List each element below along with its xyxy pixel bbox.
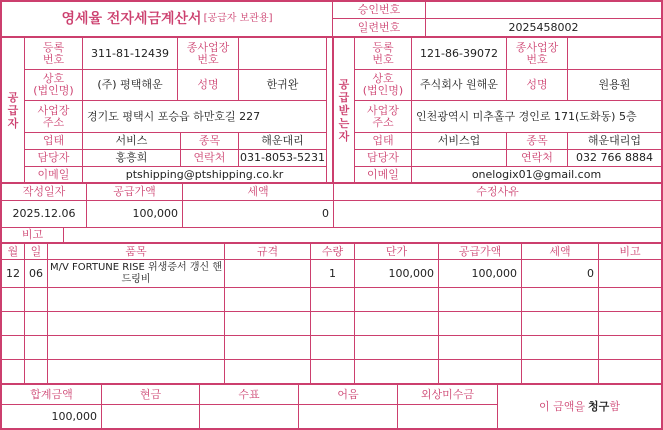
footer-check-amount (200, 405, 298, 428)
summary-reason-header: 수정사유 (476, 185, 519, 198)
buyer-side-label (334, 38, 354, 182)
items-qty-header: 수량 (321, 244, 344, 258)
buyer-contact (412, 150, 506, 166)
buyer-ceo-label: 성명 (526, 78, 548, 91)
buyer-reg-label (355, 38, 411, 69)
supplier-address: 경기도 평택시 포승읍 하만호길 227 (87, 109, 261, 123)
claim-suffix: 함 (609, 399, 620, 413)
remark-label: 비고 (21, 228, 44, 241)
approval-label: 승인번호 (357, 2, 401, 16)
supplier-reg-no: 311-81-12439 (91, 46, 169, 60)
remark-value (64, 228, 661, 242)
supplier-branch-no (239, 38, 326, 69)
buyer-email-label: 이메일 (367, 167, 399, 181)
footer-credit-header: 외상미수금 (420, 387, 475, 401)
item-spec (225, 260, 310, 287)
summary-date-header: 작성일자 (22, 185, 66, 198)
items-note-header: 비고 (619, 244, 641, 258)
label-line: 번호 (372, 52, 394, 66)
label-line: 사업장 (367, 103, 399, 117)
buyer-phone: 032 766 8884 (576, 151, 653, 164)
summary-supply-amount: 100,000 (132, 207, 178, 220)
items-month-header: 월 (7, 244, 19, 258)
title-sub: [공급자 보관용] (203, 13, 273, 24)
label-line: 주소 (42, 115, 65, 129)
supplier-name: (주) 평택해운 (97, 78, 163, 91)
supplier-phone: 031-8053-5231 (240, 151, 325, 164)
label-line: 등록 (372, 40, 394, 54)
items-supply-header: 공급가액 (458, 244, 502, 258)
buyer-name-label (355, 70, 411, 100)
summary-supply-header: 공급가액 (113, 185, 156, 198)
issue-date: 2025.12.06 (12, 207, 76, 220)
item-note (599, 260, 661, 287)
buyer-side-char: 는 (338, 116, 350, 130)
buyer-email[interactable]: onelogix01@gmail.com (471, 167, 602, 181)
items-name-header: 품목 (125, 244, 147, 258)
supplier-addr-label (25, 101, 82, 132)
supplier-item-label: 종목 (198, 134, 221, 147)
buyer-address: 인천광역시 미추홀구 경인로 171(도화동) 5층 (416, 109, 637, 123)
label-line: 상호 (372, 72, 394, 85)
serial-label: 일련번호 (357, 20, 401, 34)
buyer-branch-label (507, 38, 567, 69)
footer-total-amount: 100,000 (51, 409, 97, 423)
footer-cash-header: 현금 (139, 387, 162, 401)
supplier-reg-label (25, 38, 82, 69)
supplier-item: 해운대리 (261, 134, 304, 147)
item-day: 06 (29, 266, 43, 280)
label-line: 번호 (526, 52, 548, 66)
document-title (2, 2, 332, 36)
items-day-header: 일 (30, 244, 42, 258)
supplier-phone-label: 연락처 (193, 151, 226, 164)
claim-statement (498, 385, 661, 428)
item-supply: 100,000 (471, 266, 517, 280)
approval-value (426, 1, 661, 18)
buyer-item-label: 종목 (526, 134, 548, 147)
items-tax-header: 세액 (549, 244, 571, 258)
supplier-branch-label (178, 38, 238, 69)
serial-value: 2025458002 (508, 20, 579, 34)
label-line: 주소 (372, 115, 394, 129)
title-main: 영세율 전자세금계산서 (61, 11, 202, 27)
footer-credit-amount (398, 405, 497, 428)
buyer-name: 주식회사 원해운 (420, 78, 498, 91)
label-line: (법인명) (362, 84, 404, 97)
item-tax: 0 (587, 266, 594, 280)
label-line: (법인명) (33, 84, 74, 97)
supplier-type: 서비스 (115, 134, 148, 147)
buyer-side-char: 자 (338, 129, 350, 143)
buyer-side-char: 받 (338, 103, 350, 117)
items-spec-header: 규격 (256, 244, 279, 258)
supplier-type-label: 업태 (42, 134, 65, 147)
buyer-side-char: 급 (338, 90, 350, 104)
footer-total-header: 합계금액 (30, 387, 73, 401)
label-line: 번호 (42, 52, 65, 66)
buyer-phone-label: 연락처 (521, 151, 553, 164)
buyer-reg-no: 121-86-39072 (420, 46, 498, 60)
item-name: M/V FORTUNE RISE 위생증서 갱신 핸드링비 (50, 261, 222, 285)
buyer-item: 해운대리업 (587, 134, 642, 147)
claim-prefix: 이 금액을 (539, 399, 586, 413)
supplier-ceo: 한귀완 (266, 78, 299, 91)
supplier-contact: 홍흥희 (115, 151, 148, 164)
supplier-side-char: 공 (7, 90, 19, 104)
label-line: 상호 (42, 72, 65, 85)
buyer-addr-label (355, 101, 411, 132)
label-line: 종사업장 (515, 40, 559, 54)
supplier-email-label: 이메일 (37, 167, 70, 181)
buyer-contact-label: 담당자 (367, 151, 399, 164)
label-line: 종사업장 (186, 40, 230, 54)
buyer-side-char: 공 (338, 77, 350, 91)
supplier-email[interactable]: ptshipping@ptshipping.co.kr (125, 167, 284, 181)
supplier-side-char: 자 (7, 116, 19, 130)
summary-reason (334, 201, 661, 227)
item-price: 100,000 (388, 266, 434, 280)
footer-cash-amount (102, 405, 199, 428)
label-line: 사업장 (37, 103, 70, 117)
supplier-ceo-label: 성명 (197, 78, 219, 91)
footer-check-header: 수표 (238, 387, 260, 401)
supplier-side-label (2, 38, 24, 182)
buyer-type: 서비스업 (437, 134, 481, 147)
buyer-type-label: 업태 (372, 134, 394, 147)
summary-tax-amount: 0 (322, 207, 329, 220)
footer-note-amount (299, 405, 397, 428)
supplier-contact-label: 담당자 (37, 151, 70, 164)
supplier-side-char: 급 (7, 103, 19, 117)
footer-note-header: 어음 (337, 387, 359, 401)
claim-word: 청구 (588, 399, 610, 413)
item-month: 12 (6, 266, 20, 280)
buyer-ceo: 원용훤 (598, 78, 631, 91)
buyer-branch-no (568, 38, 661, 69)
supplier-name-label (25, 70, 82, 100)
label-line: 번호 (197, 52, 219, 66)
item-qty: 1 (329, 266, 336, 280)
summary-tax-header: 세액 (247, 185, 269, 198)
label-line: 등록 (42, 40, 65, 54)
items-price-header: 단가 (385, 244, 408, 258)
